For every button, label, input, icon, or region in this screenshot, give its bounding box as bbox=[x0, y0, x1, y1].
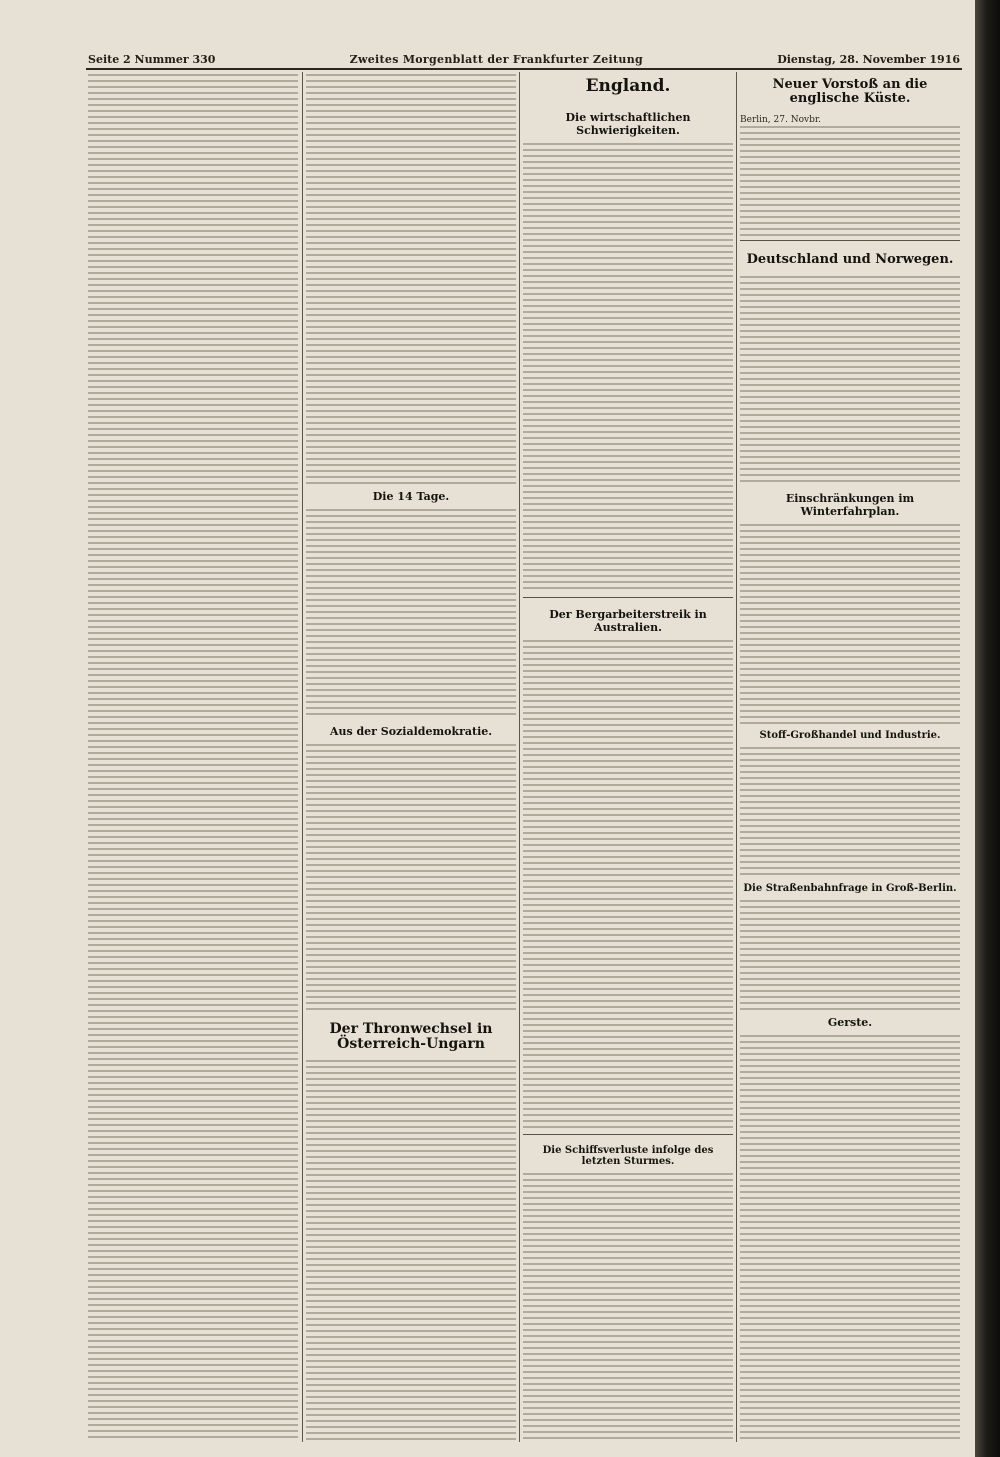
body-text bbox=[740, 1035, 960, 1440]
body-text bbox=[740, 524, 960, 724]
column-2 bbox=[306, 74, 516, 1440]
body-text bbox=[523, 143, 733, 593]
book-binding-edge bbox=[975, 0, 1000, 1457]
article-heading: Der Bergarbeiterstreik in Australien. bbox=[523, 605, 733, 637]
article-divider bbox=[740, 240, 960, 241]
body-text bbox=[740, 126, 960, 236]
article-heading: Einschränkungen im Winterfahrplan. bbox=[740, 489, 960, 521]
article-heading: Der Thronwechsel in Österreich-Ungarn bbox=[306, 1018, 516, 1056]
column-rule bbox=[302, 72, 303, 1442]
column-4 bbox=[740, 74, 960, 1440]
body-text bbox=[306, 509, 516, 719]
masthead bbox=[88, 50, 960, 68]
body-text bbox=[523, 1173, 733, 1440]
page-number: Seite 2 Nummer 330 bbox=[88, 52, 216, 66]
article-heading: Deutschland und Norwegen. bbox=[740, 249, 960, 272]
body-text bbox=[306, 1060, 516, 1440]
body-text bbox=[306, 744, 516, 1014]
dateline: Berlin, 27. Novbr. bbox=[740, 114, 960, 126]
article-divider bbox=[523, 597, 733, 598]
body-text bbox=[523, 640, 733, 1130]
column-rule bbox=[519, 72, 520, 1442]
masthead-rule bbox=[86, 68, 962, 70]
body-text bbox=[88, 74, 298, 1440]
column-1 bbox=[88, 74, 298, 1440]
article-heading: Die Straßenbahnfrage in Groß-Berlin. bbox=[740, 880, 960, 897]
article-heading: Aus der Sozialdemokratie. bbox=[306, 722, 516, 741]
newspaper-title: Zweites Morgenblatt der Frankfurter Zeitung bbox=[349, 52, 643, 66]
article-heading: Gerste. bbox=[740, 1013, 960, 1032]
body-text bbox=[740, 747, 960, 877]
article-subheading: Die wirtschaftlichen Schwierigkeiten. bbox=[523, 108, 733, 140]
column-3 bbox=[523, 74, 733, 1440]
body-text bbox=[740, 900, 960, 1010]
article-divider bbox=[523, 1134, 733, 1135]
article-heading: Die 14 Tage. bbox=[306, 487, 516, 506]
column-rule bbox=[736, 72, 737, 1442]
article-heading: Stoff-Großhandel und Industrie. bbox=[740, 727, 960, 744]
body-text bbox=[306, 74, 516, 484]
article-heading: Die Schiffsverluste infolge des letzten Sturmes. bbox=[523, 1142, 733, 1170]
issue-date: Dienstag, 28. November 1916 bbox=[777, 52, 960, 66]
article-heading: England. bbox=[523, 74, 733, 101]
article-heading: Neuer Vorstoß an die englische Küste. bbox=[740, 74, 960, 110]
body-text bbox=[740, 276, 960, 486]
